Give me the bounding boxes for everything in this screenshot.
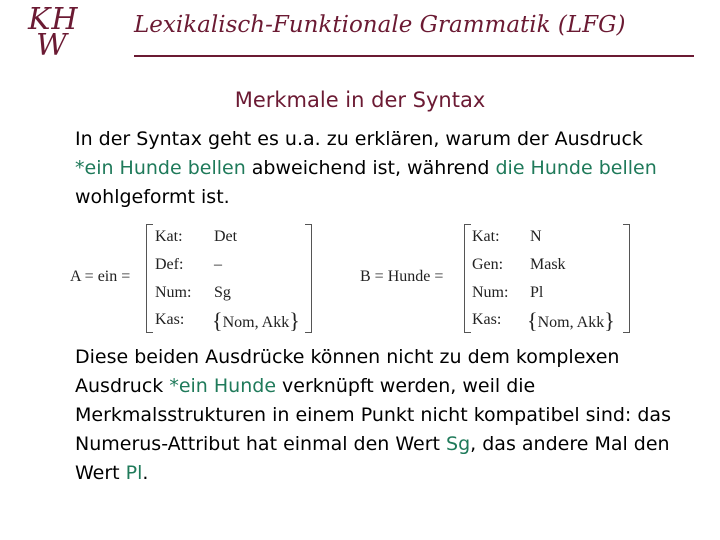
avm-a-value: –: [214, 256, 222, 273]
avm-b-attr: Kas:: [472, 311, 502, 328]
outro-text-4: .: [142, 462, 149, 484]
intro-text-1: In der Syntax geht es u.a. zu erklären, warum der Ausdruck: [75, 128, 643, 150]
outro-highlight-2: Sg: [446, 433, 471, 455]
avm-a-value: Det: [214, 228, 238, 245]
outro-paragraph: [75, 343, 695, 488]
avm-b-value: Pl: [530, 284, 544, 301]
avm-a-attr: Num:: [155, 284, 192, 301]
outro-highlight-1: *ein Hunde: [169, 375, 277, 397]
avm-a-value: Nom, Akk: [222, 314, 290, 331]
avm-a-attr: Def:: [155, 256, 184, 273]
outro-text-1: Diese beiden Ausdrücke können nicht zu dem komplexen Ausdruck: [75, 346, 620, 397]
avm-a-label: A = ein =: [70, 268, 131, 285]
avm-a-value: Sg: [214, 284, 231, 301]
avm-b-left-bracket: [464, 224, 471, 333]
intro-highlight-1: *ein Hunde bellen: [75, 157, 246, 179]
logo-line1: KH: [28, 2, 79, 37]
outro-text-3: , das andere Mal den Wert: [75, 433, 670, 484]
brace-close: }: [289, 308, 300, 333]
avm-b-value: Mask: [530, 256, 566, 273]
brace-open: {: [527, 308, 538, 333]
avm-b-label: B = Hunde =: [360, 268, 444, 285]
slide-title: Merkmale in der Syntax: [234, 88, 486, 112]
avm-b-value: N: [530, 228, 542, 245]
intro-text-3: wohlgeformt ist.: [75, 186, 230, 208]
avm-a-attr: Kas:: [155, 311, 185, 328]
intro-highlight-2: die Hunde bellen: [495, 157, 657, 179]
intro-text-2: abweichend ist, während: [245, 157, 496, 179]
avm-b-value-set: [527, 307, 615, 333]
avm-b-right-bracket: [623, 224, 630, 333]
brace-close: }: [604, 308, 615, 333]
avm-b-attr: Num:: [472, 284, 509, 301]
outro-highlight-3: Pl: [125, 462, 143, 484]
avm-b-attr: Gen:: [472, 256, 504, 273]
avm-a-attr: Kat:: [155, 228, 183, 245]
header-title: Lexikalisch-Funktionale Grammatik (LFG): [134, 12, 626, 38]
outro-text-2: verknüpft werden, weil die Merkmalsstrukturen in einem Punkt nicht kompatibel sind: das Numerus-Attribut hat einmal den Wert: [75, 375, 671, 455]
avm-b-attr: Kat:: [472, 228, 500, 245]
logo-line2: W: [36, 28, 67, 63]
brace-open: {: [212, 308, 223, 333]
avm-b-value: Nom, Akk: [537, 314, 605, 331]
